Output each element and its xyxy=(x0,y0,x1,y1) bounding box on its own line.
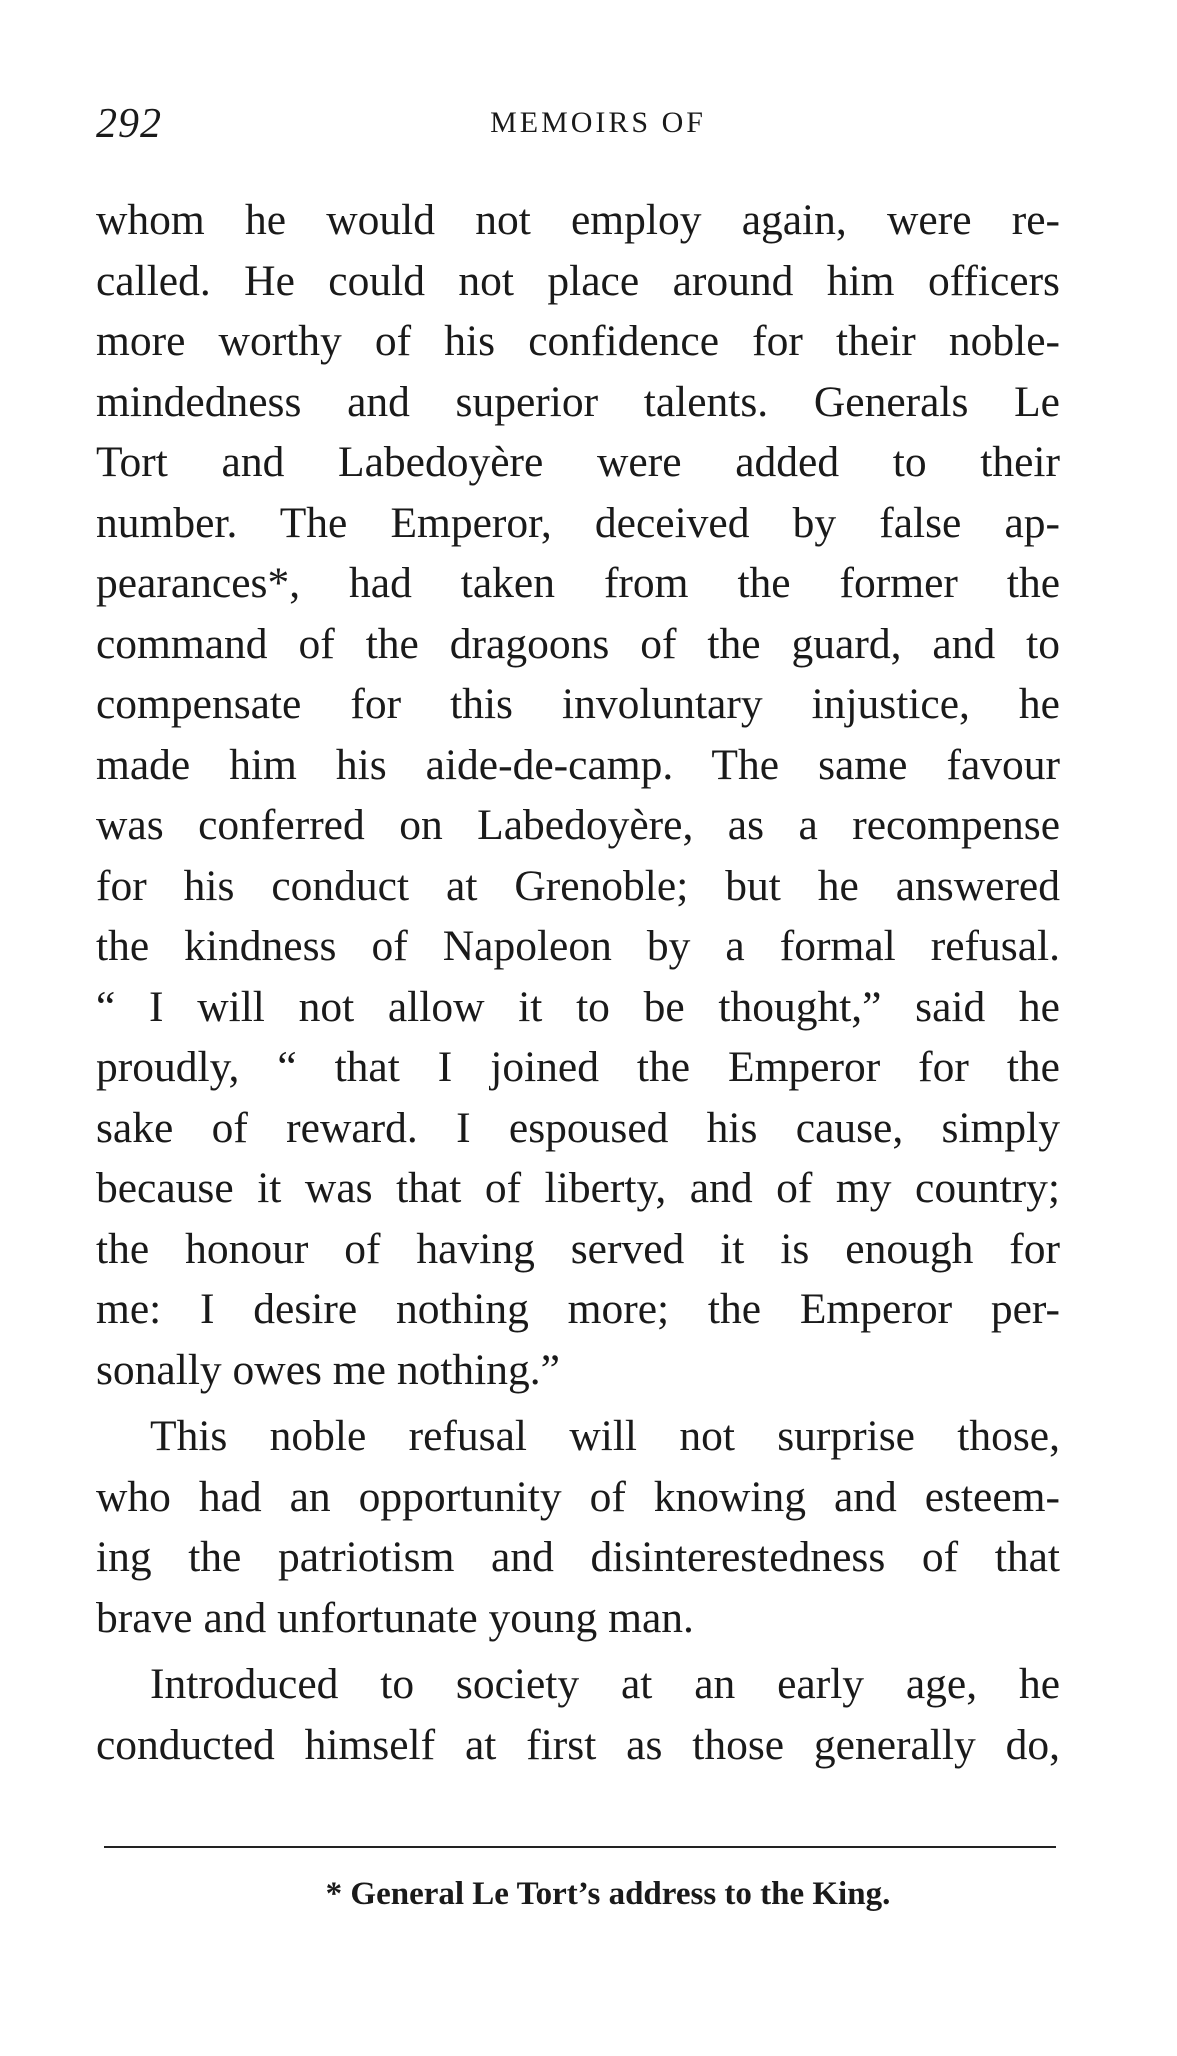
text-line: sonally owes me nothing.” xyxy=(96,1345,560,1394)
text-line: who had an opportunity of knowing and esteem- xyxy=(96,1472,1060,1521)
text-line: Tort and Labedoyère were added to their xyxy=(96,438,1060,486)
page-number: 292 xyxy=(96,101,162,147)
page-header xyxy=(96,100,1060,160)
text-line: was conferred on Labedoyère, as a recompense xyxy=(96,801,1060,849)
footnote-divider xyxy=(104,1846,1056,1848)
text-line: mindedness and superior talents. Generals Le xyxy=(96,377,1060,426)
text-line: proudly, “ that I joined the Emperor for the xyxy=(96,1043,1060,1091)
body-text xyxy=(96,190,1060,1775)
text-line: Introduced to society at an early age, he xyxy=(150,1660,1060,1708)
text-line: made him his aide-de-camp. The same favour xyxy=(96,740,1060,789)
running-head: MEMOIRS OF xyxy=(490,106,706,139)
text-line: the honour of having served it is enough for xyxy=(96,1224,1060,1273)
text-line: more worthy of his confidence for their noble- xyxy=(96,317,1060,365)
text-line: whom he would not employ again, were re- xyxy=(96,196,1060,244)
text-line: This noble refusal will not surprise those, xyxy=(150,1412,1060,1460)
text-line: number. The Emperor, deceived by false ap- xyxy=(96,498,1060,547)
text-line: ing the patriotism and disinterestedness of that xyxy=(96,1533,1060,1581)
text-line: because it was that of liberty, and of my country; xyxy=(96,1164,1060,1212)
text-line: conducted himself at first as those generally do, xyxy=(96,1720,1060,1769)
text-line: for his conduct at Grenoble; but he answered xyxy=(96,861,1060,910)
text-line: brave and unfortunate young man. xyxy=(96,1593,694,1642)
text-line: command of the dragoons of the guard, and to xyxy=(96,619,1060,668)
text-line: pearances*, had taken from the former the xyxy=(96,559,1060,607)
text-line: “ I will not allow it to be thought,” said he xyxy=(96,982,1060,1031)
text-line: compensate for this involuntary injustice, he xyxy=(96,680,1060,728)
text-line: me: I desire nothing more; the Emperor per- xyxy=(96,1285,1060,1333)
text-line: called. He could not place around him officers xyxy=(96,256,1060,305)
text-line: sake of reward. I espoused his cause, simply xyxy=(96,1103,1060,1152)
footnote: * General Le Tort’s address to the King. xyxy=(325,1876,891,1912)
text-line: the kindness of Napoleon by a formal refusal. xyxy=(96,922,1060,970)
